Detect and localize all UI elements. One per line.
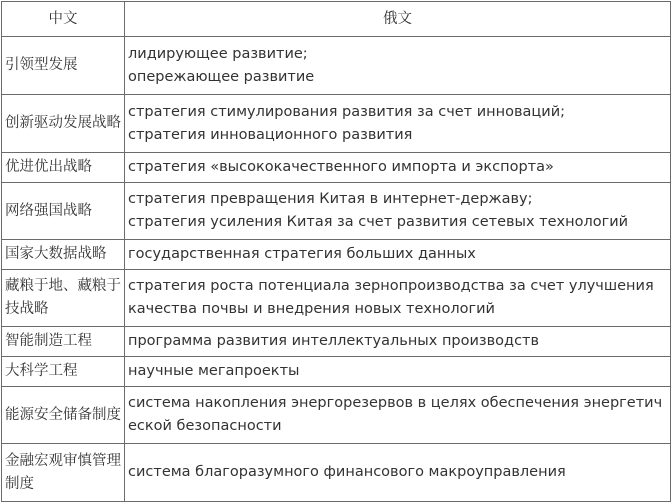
russian-translation [125, 240, 671, 270]
chinese-term: 创新驱动发展战略 [2, 95, 125, 153]
chinese-term: 智能制造工程 [2, 327, 125, 357]
translation-line: научные мегапроекты [128, 363, 300, 379]
glossary-table [1, 1, 671, 502]
russian-translation [125, 95, 671, 153]
table-row [2, 37, 671, 95]
chinese-term: 引领型发展 [2, 37, 125, 95]
table-row [2, 95, 671, 153]
translation-line: система накопления энергорезервов в целях обеспечения энергетической безопасности [128, 395, 663, 434]
translation-line: стратегия роста потенциала зернопроизводства за счет улучшения качества почвы и внедрения новых технологий [128, 278, 654, 317]
translation-line: стратегия инновационного развития [128, 126, 413, 143]
russian-translation [125, 183, 671, 240]
translation-line: система благоразумного финансового макроуправления [128, 464, 566, 480]
russian-translation [125, 444, 671, 502]
table-row [2, 357, 671, 387]
russian-translation [125, 270, 671, 327]
table-row [2, 153, 671, 183]
translation-line: стратегия стимулирования развития за счет инноваций; [128, 103, 566, 120]
table-row [2, 183, 671, 240]
header-row [2, 2, 671, 37]
translation-line: лидирующее развитие; [128, 45, 308, 62]
chinese-term: 藏粮于地、藏粮于技战略 [2, 270, 125, 327]
translation-line: стратегия «высококачественного импорта и экспорта» [128, 159, 554, 175]
russian-translation [125, 37, 671, 95]
translation-line: опережающее развитие [128, 68, 315, 85]
table-row [2, 240, 671, 270]
translation-line: стратегия превращения Китая в интернет-державу; [128, 191, 533, 207]
russian-translation [125, 153, 671, 183]
chinese-term: 大科学工程 [2, 357, 125, 387]
header-chinese: 中文 [2, 2, 125, 37]
table-row [2, 270, 671, 327]
table-row [2, 444, 671, 502]
russian-translation [125, 387, 671, 444]
translation-line: стратегия усиления Китая за счет развития сетевых технологий [128, 214, 629, 230]
russian-translation [125, 327, 671, 357]
translation-line: государственная стратегия больших данных [128, 246, 476, 262]
table-row [2, 387, 671, 444]
table-row [2, 327, 671, 357]
header-russian: 俄文 [125, 2, 671, 37]
chinese-term: 能源安全储备制度 [2, 387, 125, 444]
chinese-term: 网络强国战略 [2, 183, 125, 240]
chinese-term: 金融宏观审慎管理制度 [2, 444, 125, 502]
russian-translation [125, 357, 671, 387]
chinese-term: 优进优出战略 [2, 153, 125, 183]
chinese-term: 国家大数据战略 [2, 240, 125, 270]
translation-line: программа развития интеллектуальных производств [128, 333, 540, 349]
